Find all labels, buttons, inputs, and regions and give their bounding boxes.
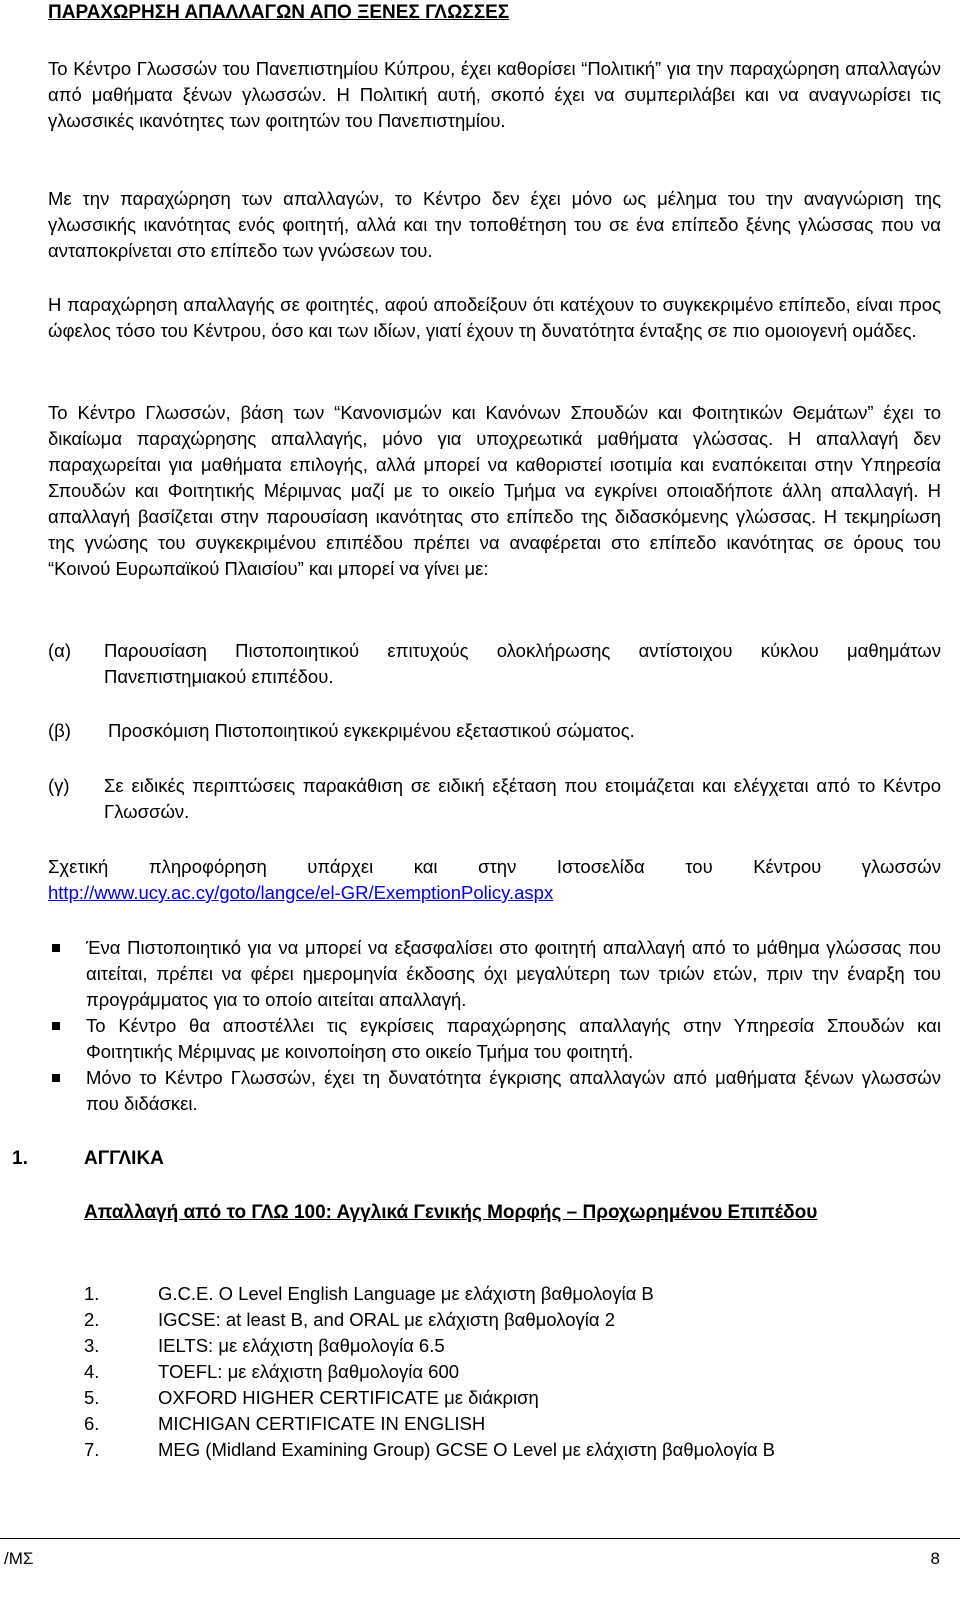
list-item xyxy=(84,1437,775,1463)
page-number: 8 xyxy=(930,1549,940,1568)
requirement-number: 1. xyxy=(84,1283,100,1304)
requirement-text: MEG (Midland Examining Group) GCSE O Level με ελάχιστη βαθμολογία B xyxy=(158,1439,776,1460)
list-item xyxy=(84,1411,775,1437)
option-marker: (γ) xyxy=(48,775,70,796)
square-bullet-icon xyxy=(52,944,60,952)
option-item xyxy=(48,718,941,744)
square-bullet-icon xyxy=(52,1022,60,1030)
option-text: Παρουσίαση Πιστοποιητικού επιτυχούς ολοκλήρωσης αντίστοιχου κύκλου μαθημάτων Πανεπιστημιακού επιπέδου. xyxy=(104,640,941,687)
section-heading xyxy=(12,1146,164,1172)
footer-divider xyxy=(0,1538,960,1539)
requirement-text: OXFORD HIGHER CERTIFICATE με διάκριση xyxy=(158,1387,539,1408)
intro-paragraph: Το Κέντρο Γλωσσών του Πανεπιστημίου Κύπρου, έχει καθορίσει “Πολιτική” για την παραχώρηση απαλλαγών από μαθήματα ξένων γλωσσών. Η Πολιτική αυτή, σκοπό έχει να συμπεριλάβει και να αναγνωρίσει τις γλωσσικές ικανότητες των φοιτητών του Πανεπιστημίου. xyxy=(48,58,941,131)
option-item xyxy=(48,638,941,690)
requirement-text: MICHIGAN CERTIFICATE IN ENGLISH xyxy=(158,1413,486,1434)
requirement-number: 5. xyxy=(84,1387,100,1408)
option-text: Προσκόμιση Πιστοποιητικού εγκεκριμένου εξεταστικού σώματος. xyxy=(108,720,635,741)
requirement-text: G.C.E. O Level English Language με ελάχιστη βαθμολογία B xyxy=(158,1283,654,1304)
benefit-paragraph: Η παραχώρηση απαλλαγής σε φοιτητές, αφού αποδείξουν ότι κατέχουν το συγκεκριμένο επίπεδο, είναι προς ώφελος τόσο του Κέντρου, όσο και των ιδίων, γιατί έχουν τη δυνατότητα ένταξης σε πιο ομοιογενή ομάδες. xyxy=(48,294,941,341)
list-item xyxy=(48,935,941,1013)
list-item xyxy=(84,1307,775,1333)
option-item xyxy=(48,773,941,825)
info-paragraph: Σχετική πληροφόρηση υπάρχει και στην Ιστοσελίδα του Κέντρου γλωσσών xyxy=(48,856,941,877)
square-bullet-icon xyxy=(52,1074,60,1082)
requirement-number: 4. xyxy=(84,1361,100,1382)
list-item xyxy=(84,1333,775,1359)
section-number: 1. xyxy=(12,1148,28,1169)
requirements-list xyxy=(84,1281,775,1463)
rules-paragraph: Το Κέντρο Γλωσσών, βάση των “Κανονισμών και Κανόνων Σπουδών και Φοιτητικών Θεμάτων” έχει το δικαίωμα παραχώρησης απαλλαγής, μόνο για υποχρεωτικά μαθήματα γλώσσας. Η απαλλαγή δεν παραχωρείται για μαθήματα επιλογής, αλλά μπορεί να καθοριστεί ισοτιμία και εναπόκειται στην Υπηρεσία Σπουδών και Φοιτητικής Μέριμνας μαζί με το οικείο Τμήμα να εγκρίνει οποιαδήποτε άλλη απαλλαγή. Η απαλλαγή βασίζεται στην παρουσίαση ικανότητας στο επίπεδο της διδασκόμενης γλώσσας. Η τεκμηρίωση της γνώσης του συγκεκριμένου επιπέδου πρέπει να αναφέρεται στο επίπεδο ικανότητας σε όρους του “Κοινού Ευρωπαϊκού Πλαισίου” και μπορεί να γίνει με: xyxy=(48,402,941,579)
requirement-text: IGCSE: at least B, and ORAL με ελάχιστη βαθμολογία 2 xyxy=(158,1309,615,1330)
option-marker: (β) xyxy=(48,720,71,741)
purpose-paragraph: Με την παραχώρηση των απαλλαγών, το Κέντρο δεν έχει μόνο ως μέλημα του την αναγνώριση της γλωσσικής ικανότητας ενός φοιτητή, αλλά και την τοποθέτηση του σε ένα επίπεδο ξένης γλώσσας που να ανταποκρίνεται στο επίπεδο των γνώσεων του. xyxy=(48,188,941,261)
option-marker: (α) xyxy=(48,640,72,661)
list-item xyxy=(84,1385,775,1411)
list-item xyxy=(48,1013,941,1065)
requirement-text: TOEFL: με ελάχιστη βαθμολογία 600 xyxy=(158,1361,460,1382)
note-text: Το Κέντρο θα αποστέλλει τις εγκρίσεις παραχώρησης απαλλαγής στην Υπηρεσία Σπουδών και Φοιτητικής Μέριμνας με κοινοποίηση στο οικείο Τμήμα του φοιτητή. xyxy=(86,1015,941,1062)
list-item xyxy=(84,1359,775,1385)
notes-list xyxy=(48,935,941,1117)
list-item xyxy=(84,1281,775,1307)
requirement-text: IELTS: με ελάχιστη βαθμολογία 6.5 xyxy=(158,1335,445,1356)
requirement-number: 3. xyxy=(84,1335,100,1356)
page-title: ΠΑΡΑΧΩΡΗΣΗ ΑΠΑΛΛΑΓΩΝ ΑΠΟ ΞΕΝΕΣ ΓΛΩΣΣΕΣ xyxy=(48,2,510,23)
list-item xyxy=(48,1065,941,1117)
requirement-number: 7. xyxy=(84,1439,100,1460)
option-text: Σε ειδικές περιπτώσεις παρακάθιση σε ειδική εξέταση που ετοιμάζεται και ελέγχεται από το Κέντρο Γλωσσών. xyxy=(104,775,941,822)
note-text: Μόνο το Κέντρο Γλωσσών, έχει τη δυνατότητα έγκρισης απαλλαγών από μαθήματα ξένων γλωσσών που διδάσκει. xyxy=(86,1067,941,1114)
requirement-number: 6. xyxy=(84,1413,100,1434)
exemption-policy-link[interactable]: http://www.ucy.ac.cy/goto/langce/el-GR/ExemptionPolicy.aspx xyxy=(48,882,554,903)
section-title: ΑΓΓΛΙΚΑ xyxy=(84,1148,164,1169)
requirement-number: 2. xyxy=(84,1309,100,1330)
exemption-subheading: Απαλλαγή από το ΓΛΩ 100: Αγγλικά Γενικής Μορφής – Προχωρημένου Επιπέδου xyxy=(84,1202,818,1223)
note-text: Ένα Πιστοποιητικό για να μπορεί να εξασφαλίσει στο φοιτητή απαλλαγή από το μάθημα γλώσσας που αιτείται, πρέπει να φέρει ημερομηνία έκδοσης όχι μεγαλύτερη των τριών ετών, πριν την έναρξη του προγράμματος για το οποίο αιτείται απαλλαγή. xyxy=(86,937,941,1010)
footer-initials: /ΜΣ xyxy=(4,1549,34,1568)
